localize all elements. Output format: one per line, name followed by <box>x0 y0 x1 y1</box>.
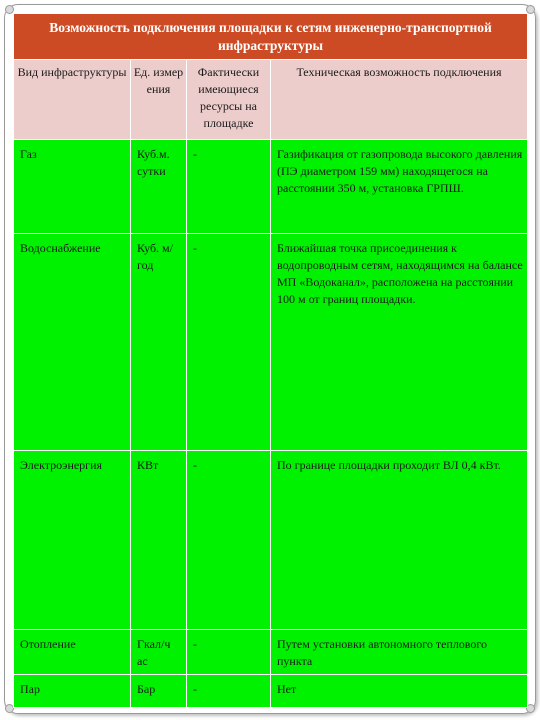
infrastructure-table <box>13 13 528 708</box>
cell-resources: - <box>187 234 271 451</box>
table-row-heating <box>14 630 528 675</box>
cell-unit: Гкал/ч ас <box>131 630 187 675</box>
cell-connection: Ближайшая точка присоединения к водопроводным сетям, находящимся на балансе МП «Водоканал», расположена на расстоянии 100 м от границ площадки. <box>271 234 528 451</box>
cell-connection: Газификация от газопровода высокого давления (ПЭ диаметром 159 мм) находящегося на расстоянии 350 м, установка ГРПШ. <box>271 140 528 234</box>
table-row-electricity <box>14 451 528 630</box>
cell-unit: КВт <box>131 451 187 630</box>
cell-connection: По границе площадки проходит ВЛ 0,4 кВт. <box>271 451 528 630</box>
cell-type: Отопление <box>14 630 131 675</box>
cell-unit: Куб. м/год <box>131 234 187 451</box>
cell-resources: - <box>187 140 271 234</box>
cell-type: Пар <box>14 675 131 708</box>
cell-resources: - <box>187 675 271 708</box>
cell-resources: - <box>187 451 271 630</box>
table-row-water <box>14 234 528 451</box>
cell-type: Водоснабжение <box>14 234 131 451</box>
table-row-gas <box>14 140 528 234</box>
header-infrastructure-type: Вид инфраструктуры <box>14 60 131 140</box>
table-title: Возможность подключения площадки к сетям инженерно-транспортной инфраструктуры <box>14 14 528 60</box>
cell-unit: Бар <box>131 675 187 708</box>
header-actual-resources: Фактически имеющиеся ресурсы на площадке <box>187 60 271 140</box>
table-row-steam <box>14 675 528 708</box>
cell-resources: - <box>187 630 271 675</box>
cell-type: Электроэнергия <box>14 451 131 630</box>
cell-type: Газ <box>14 140 131 234</box>
table-header-row <box>14 60 528 140</box>
cell-connection: Путем установки автономного теплового пункта <box>271 630 528 675</box>
cell-unit: Куб.м. сутки <box>131 140 187 234</box>
cell-connection: Нет <box>271 675 528 708</box>
header-unit: Ед. измер ения <box>131 60 187 140</box>
header-connection-possibility: Техническая возможность подключения <box>271 60 528 140</box>
